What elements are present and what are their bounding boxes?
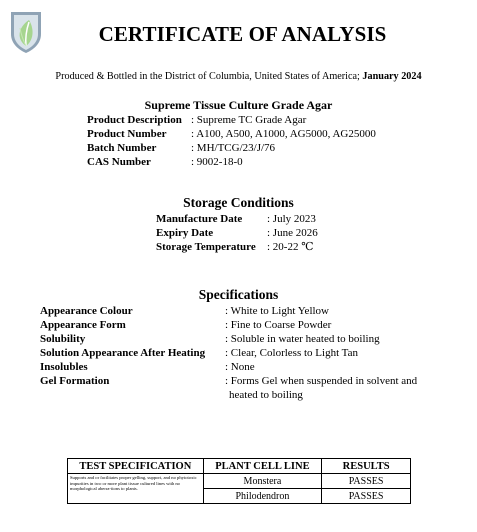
- specification-details: [40, 304, 417, 402]
- production-statement: [0, 71, 477, 82]
- field-label: Solution Appearance After Heating: [40, 347, 206, 359]
- column-header: PLANT CELL LINE: [203, 459, 322, 474]
- batch-number-row: [87, 141, 376, 155]
- test-result: PASSES: [322, 489, 411, 504]
- column-header: TEST SPECIFICATION: [68, 459, 204, 474]
- field-label: Insolubles: [40, 361, 88, 373]
- field-label: Storage Temperature: [156, 241, 256, 253]
- field-label: Expiry Date: [156, 227, 214, 239]
- specifications-heading: Specifications: [198, 287, 279, 302]
- gel-formation-row: [40, 374, 417, 402]
- test-result: PASSES: [322, 474, 411, 489]
- field-value: : Soluble in water heated to boiling: [225, 333, 380, 345]
- test-specification-note: Supports and or facilitates proper gelling, support, and no phytotoxic impurities in two or more plant tissue cultured lines with no morphological aberra-tions to plants.: [68, 474, 204, 504]
- field-label: Product Description: [87, 114, 182, 126]
- field-value: : Supreme TC Grade Agar: [191, 114, 307, 126]
- field-label: Manufacture Date: [156, 213, 243, 225]
- field-value: : July 2023: [267, 213, 316, 225]
- table-row: [68, 474, 411, 489]
- field-label: Appearance Colour: [40, 305, 133, 317]
- product-description-row: [87, 113, 376, 127]
- field-value: : A100, A500, A1000, AG5000, AG25000: [191, 128, 376, 140]
- field-value: : 9002-18-0: [191, 156, 243, 168]
- field-value: [225, 374, 417, 402]
- field-label: Solubility: [40, 333, 86, 345]
- production-date: January 2024: [362, 71, 422, 82]
- plant-cell-line: Monstera: [203, 474, 322, 489]
- table-header-row: [68, 459, 411, 474]
- field-label: CAS Number: [87, 156, 151, 168]
- insolubles-row: [40, 360, 417, 374]
- plant-cell-line: Philodendron: [203, 489, 322, 504]
- product-details: [87, 113, 376, 169]
- test-results-table: [67, 458, 411, 504]
- column-header: RESULTS: [322, 459, 411, 474]
- appearance-colour-row: [40, 304, 417, 318]
- production-location: Produced & Bottled in the District of Columbia, United States of America;: [55, 71, 360, 82]
- solubility-row: [40, 332, 417, 346]
- field-label: Product Number: [87, 128, 167, 140]
- product-number-row: [87, 127, 376, 141]
- field-label: Appearance Form: [40, 319, 126, 331]
- storage-details: [156, 212, 318, 254]
- field-value: : Fine to Coarse Powder: [225, 319, 332, 331]
- field-label: Gel Formation: [40, 375, 110, 387]
- field-value: : None: [225, 361, 255, 373]
- document-title: CERTIFICATE OF ANALYSIS: [98, 22, 387, 46]
- manufacture-date-row: [156, 212, 318, 226]
- field-value: : Clear, Colorless to Light Tan: [225, 347, 359, 359]
- product-name: Supreme Tissue Culture Grade Agar: [144, 98, 333, 112]
- field-value: : White to Light Yellow: [225, 305, 329, 317]
- field-value: : June 2026: [267, 227, 318, 239]
- field-value: : 20-22 ℃: [267, 241, 314, 253]
- field-value: : MH/TCG/23/J/76: [191, 142, 276, 154]
- field-value-line-2: heated to boiling: [229, 389, 303, 401]
- storage-heading: Storage Conditions: [183, 195, 294, 210]
- expiry-date-row: [156, 226, 318, 240]
- cas-number-row: [87, 155, 376, 169]
- field-label: Batch Number: [87, 142, 157, 154]
- storage-temperature-row: [156, 240, 318, 254]
- appearance-form-row: [40, 318, 417, 332]
- field-value-line-1: : Forms Gel when suspended in solvent and: [225, 375, 418, 387]
- solution-appearance-row: [40, 346, 417, 360]
